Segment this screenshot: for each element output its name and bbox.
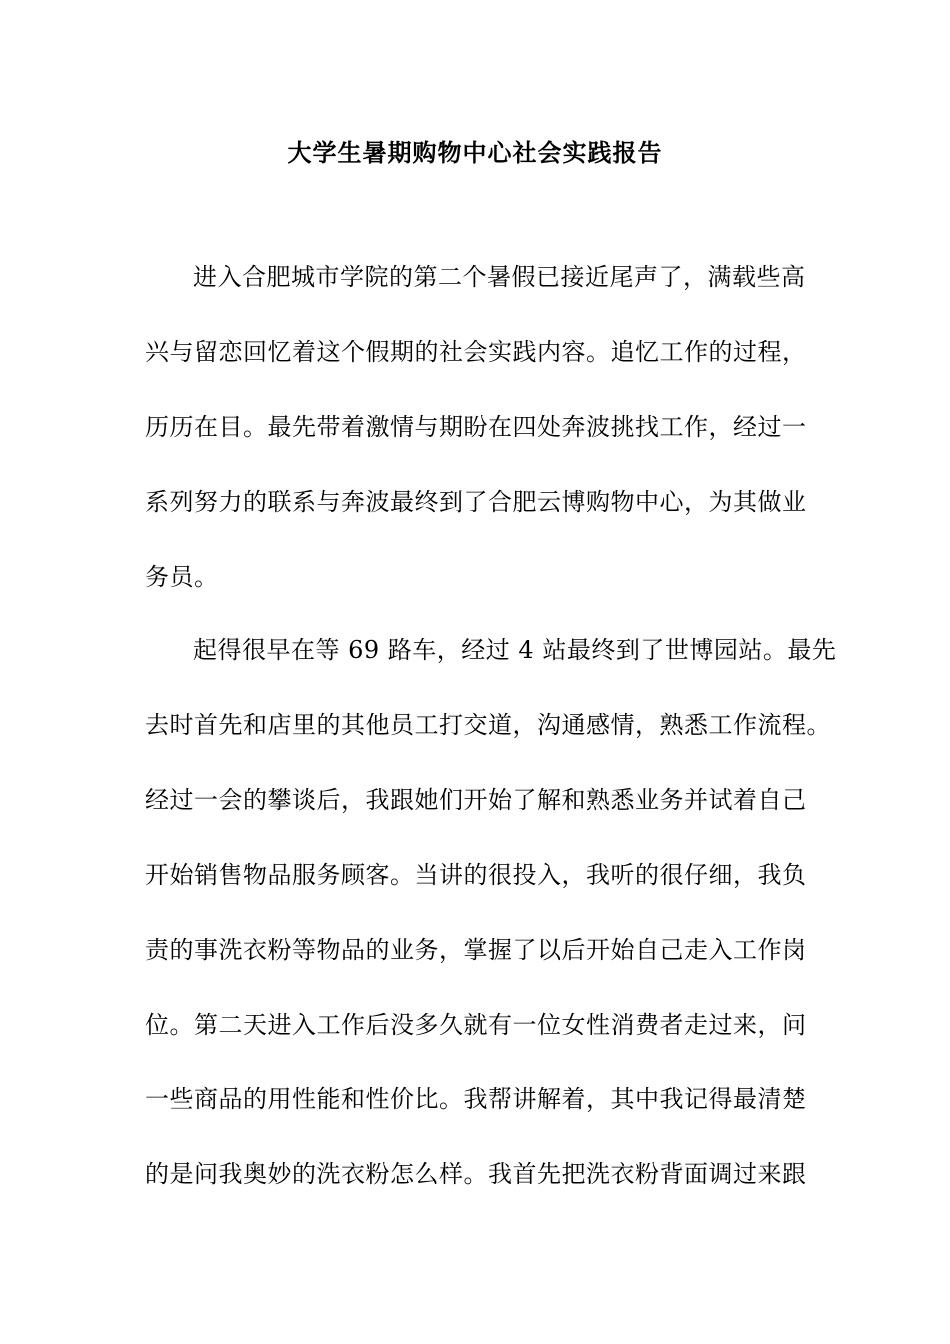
page-title: 大学生暑期购物中心社会实践报告 <box>287 139 663 167</box>
paragraph-line: 的是问我奥妙的洗衣粉怎么样。我首先把洗衣粉背面调过来跟 <box>145 1160 807 1188</box>
paragraph-line: 务员。 <box>145 563 219 591</box>
paragraph-line: 一些商品的用性能和性价比。我帮讲解着，其中我记得最清楚 <box>145 1085 807 1113</box>
paragraph-line: 开始销售物品服务顾客。当讲的很投入，我听的很仔细，我负 <box>145 861 807 889</box>
paragraph-line: 历历在目。最先带着激情与期盼在四处奔波挑找工作，经过一 <box>145 413 807 441</box>
paragraph-line: 起得很早在等 69 路车，经过 4 站最终到了世博园站。最先 <box>193 636 837 664</box>
paragraph-line: 位。第二天进入工作后没多久就有一位女性消费者走过来，问 <box>145 1011 807 1039</box>
paragraph-line: 去时首先和店里的其他员工打交道，沟通感情，熟悉工作流程。 <box>145 711 831 739</box>
paragraph-line: 进入合肥城市学院的第二个暑假已接近尾声了，满载些高 <box>193 263 806 291</box>
paragraph-line: 经过一会的攀谈后，我跟她们开始了解和熟悉业务并试着自己 <box>145 786 807 814</box>
paragraph-line: 兴与留恋回忆着这个假期的社会实践内容。追忆工作的过程， <box>145 338 807 366</box>
paragraph-line: 责的事洗衣粉等物品的业务，掌握了以后开始自己走入工作岗 <box>145 936 807 964</box>
paragraph-line: 系列努力的联系与奔波最终到了合肥云博购物中心，为其做业 <box>145 488 807 516</box>
